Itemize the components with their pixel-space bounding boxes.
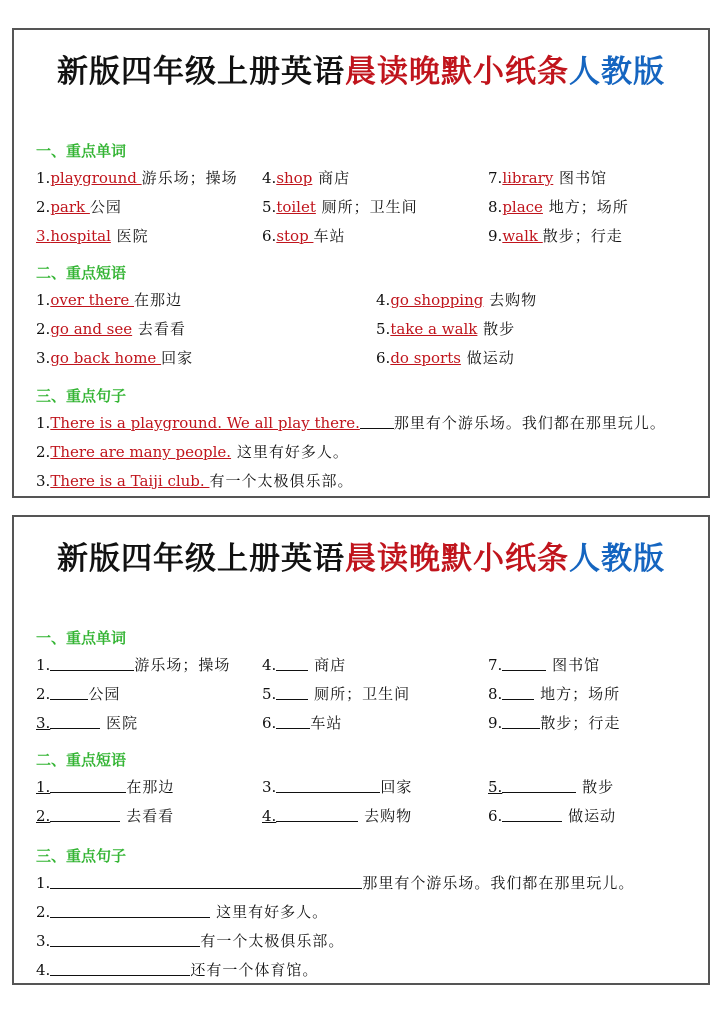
phrase-item: 5. 散步 [488,778,615,796]
answer-blank[interactable] [50,931,200,947]
sentence-row [14,930,708,952]
answer-blank[interactable] [50,713,100,729]
blank-card [12,515,710,985]
answer-blank[interactable] [502,684,534,700]
sentence-row [14,470,708,492]
word-item: 3.hospital 医院 [36,227,149,245]
sentence-row [14,872,708,894]
answer-blank[interactable] [50,873,362,889]
sentence-row [14,412,708,434]
word-item: 8.place 地方；场所 [488,198,629,216]
answer-blank[interactable] [502,806,562,822]
answer-blank[interactable] [276,655,308,671]
sentence-row [14,901,708,923]
word-item: 4. 商店 [262,656,347,674]
title-main: 新版四年级上册英语 [57,541,345,577]
word-item: 7. 图书馆 [488,656,601,674]
phrase-item: 6. 做运动 [488,807,617,825]
word-row [14,712,708,734]
sentence-item: 4. 还有一个体育馆。 [36,961,319,979]
phrase-row [14,289,708,311]
word-item: 6. 车站 [262,714,343,732]
phrase-item: 3. 回家 [262,778,413,796]
phrase-item: 6.do sports 做运动 [376,349,515,367]
sentence-item: 2.There are many people. 这里有好多人。 [36,443,349,461]
title-highlight: 晨读晚默小纸条 [345,54,569,90]
word-item: 4.shop 商店 [262,169,351,187]
answer-blank[interactable] [50,960,190,976]
answer-blank[interactable] [276,713,310,729]
word-item: 1. 游乐场；操场 [36,656,231,674]
word-item: 2. 公园 [36,685,121,703]
answer-blank[interactable] [276,777,380,793]
answer-blank[interactable] [276,806,358,822]
word-item: 6.stop 车站 [262,227,346,245]
sentence-item: 1. 那里有个游乐场。我们都在那里玩儿。 [36,874,635,892]
title-edition: 人教版 [569,541,665,577]
section-heading-sentences: 三、重点句子 [36,387,127,405]
answer-card [12,28,710,498]
word-item: 3. 医院 [36,714,139,732]
phrase-item: 3.go back home 回家 [36,349,194,367]
phrase-item: 4.go shopping 去购物 [376,291,538,309]
answer-blank[interactable] [502,713,540,729]
section-heading-phrases: 二、重点短语 [36,264,127,282]
sentence-item: 2. 这里有好多人。 [36,903,329,921]
answer-blank[interactable] [50,902,210,918]
phrase-item: 1. 在那边 [36,778,175,796]
sentence-row [14,959,708,981]
word-item: 1.playground 游乐场；操场 [36,169,238,187]
phrase-item: 2. 去看看 [36,807,175,825]
word-item: 8. 地方；场所 [488,685,621,703]
phrase-row [14,318,708,340]
word-item: 9.walk 散步；行走 [488,227,623,245]
sentence-row [14,441,708,463]
phrase-row [14,776,708,798]
answer-blank[interactable] [50,806,120,822]
answer-blank[interactable] [50,777,126,793]
phrase-item: 5.take a walk 散步 [376,320,516,338]
answer-blank[interactable] [502,777,576,793]
title-main: 新版四年级上册英语 [57,54,345,90]
answer-blank[interactable] [50,684,88,700]
section-heading-phrases: 二、重点短语 [36,751,127,769]
word-item: 9. 散步；行走 [488,714,621,732]
answer-blank[interactable] [276,684,308,700]
word-row [14,196,708,218]
sentence-item: 3. 有一个太极俱乐部。 [36,932,345,950]
answer-blank[interactable] [502,655,546,671]
answer-blank[interactable] [50,655,134,671]
title-edition: 人教版 [569,54,665,90]
phrase-item: 1.over there 在那边 [36,291,183,309]
page-title [14,533,708,578]
phrase-item: 4. 去购物 [262,807,413,825]
section-heading-words: 一、重点单词 [36,142,127,160]
word-row [14,683,708,705]
word-item: 2.park 公园 [36,198,122,216]
word-row [14,225,708,247]
title-highlight: 晨读晚默小纸条 [345,541,569,577]
section-heading-sentences: 三、重点句子 [36,847,127,865]
word-item: 7.library 图书馆 [488,169,608,187]
phrase-row [14,347,708,369]
word-row [14,654,708,676]
section-heading-words: 一、重点单词 [36,629,127,647]
phrase-item: 2.go and see 去看看 [36,320,186,338]
sentence-item: 1.There is a playground. We all play there. 那里有个游乐场。我们都在那里玩儿。 [36,414,666,432]
phrase-row [14,805,708,827]
page-title [14,46,708,91]
word-item: 5. 厕所；卫生间 [262,685,411,703]
sentence-item: 3.There is a Taiji club. 有一个太极俱乐部。 [36,472,354,490]
word-item: 5.toilet 厕所；卫生间 [262,198,418,216]
word-row [14,167,708,189]
